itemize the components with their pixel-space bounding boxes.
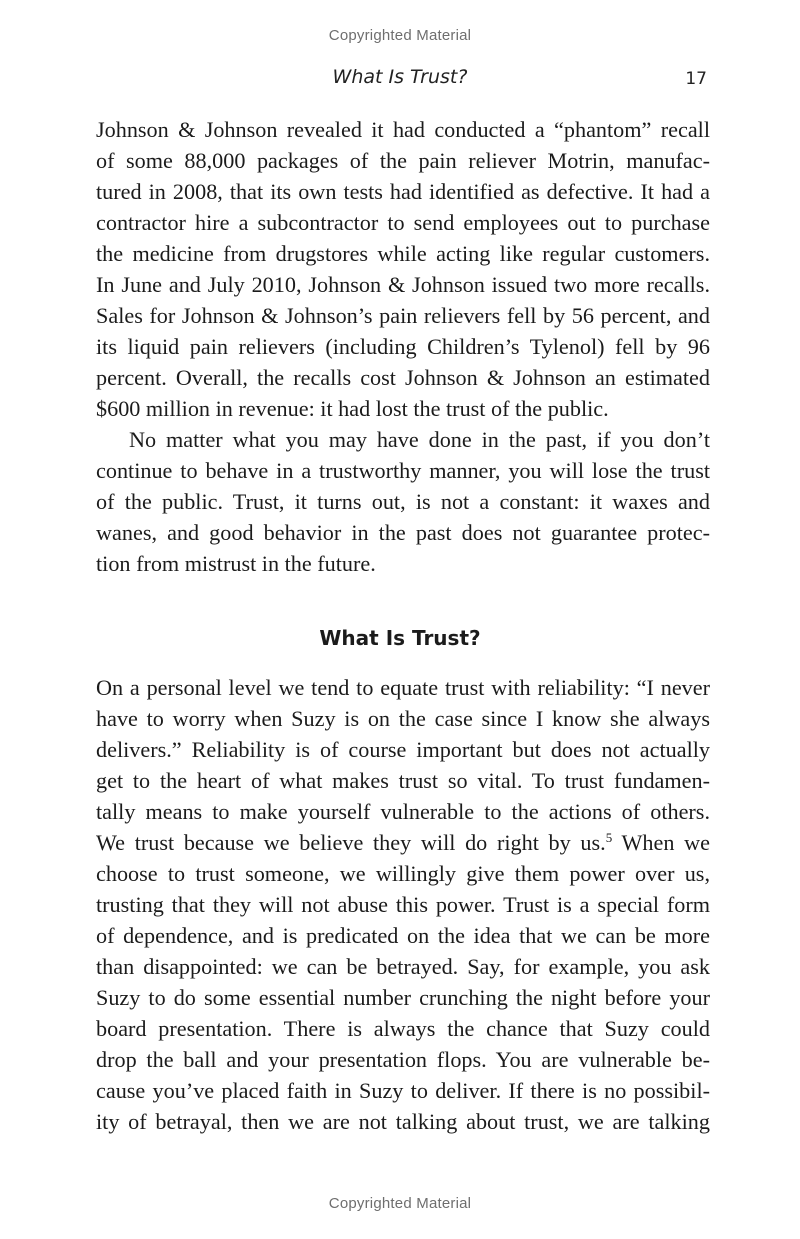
text-line: board presentation. There is always the chance that Suzy could [96,1016,710,1041]
text-line: continue to behave in a trustworthy manner, you will lose the trust [96,458,710,483]
text-line: choose to trust someone, we willingly give them power over us, [96,861,710,886]
text-line: Johnson & Johnson revealed it had conducted a “phantom” recall [96,117,710,142]
copyright-watermark-bottom: Copyrighted Material [328,1195,472,1212]
text-line: In June and July 2010, Johnson & Johnson issued two more recalls. [96,272,710,297]
text-line: than disappointed: we can be betrayed. Say, for example, you ask [96,954,710,979]
text-line: of dependence, and is predicated on the idea that we can be more [96,923,710,948]
running-head: What Is Trust? [332,66,468,88]
paragraph-recall [96,114,710,424]
text-line: No matter what you may have done in the past, if you don’t [129,427,710,452]
line-text: When we [612,830,710,855]
line-text: We trust because we believe they will do right by us. [96,830,606,855]
text-line: contractor hire a subcontractor to send employees out to purchase [96,210,710,235]
text-line: cause you’ve placed faith in Suzy to deliver. If there is no possibil- [96,1078,710,1103]
text-line: percent. Overall, the recalls cost Johnson & Johnson an estimated [96,365,710,390]
text-line: wanes, and good behavior in the past does not guarantee protec- [96,520,710,545]
text-line: have to worry when Suzy is on the case since I know she always [96,706,710,731]
page-number: 17 [685,69,707,89]
text-line: delivers.” Reliability is of course important but does not actually [96,737,710,762]
text-line: tured in 2008, that its own tests had identified as defective. It had a [96,179,710,204]
text-line: Suzy to do some essential number crunching the night before your [96,985,710,1010]
text-line: get to the heart of what makes trust so vital. To trust fundamen- [96,768,710,793]
section-heading: What Is Trust? [319,626,481,650]
text-line: $600 million in revenue: it had lost the trust of the public. [96,396,609,421]
text-line: drop the ball and your presentation flops. You are vulnerable be- [96,1047,710,1072]
footnote-marker: 5 [605,830,613,845]
text-line: ity of betrayal, then we are not talking about trust, we are talking [96,1109,710,1134]
text-line: of some 88,000 packages of the pain reliever Motrin, manufac- [96,148,710,173]
text-line: its liquid pain relievers (including Children’s Tylenol) fell by 96 [96,334,710,359]
paragraph-trust-constant [96,424,710,579]
text-line: tion from mistrust in the future. [96,551,376,576]
text-line: trusting that they will not abuse this power. Trust is a special form [96,892,710,917]
text-line: On a personal level we tend to equate trust with reliability: “I never [96,675,710,700]
paragraph-personal-trust [96,672,710,1137]
text-line: the medicine from drugstores while acting like regular customers. [96,241,710,266]
text-line: Sales for Johnson & Johnson’s pain relievers fell by 56 percent, and [96,303,710,328]
text-line: tally means to make yourself vulnerable to the actions of others. [96,799,710,824]
text-line: of the public. Trust, it turns out, is not a constant: it waxes and [96,489,710,514]
text-line-with-footnote [96,827,710,858]
copyright-watermark-top: Copyrighted Material [328,27,472,44]
